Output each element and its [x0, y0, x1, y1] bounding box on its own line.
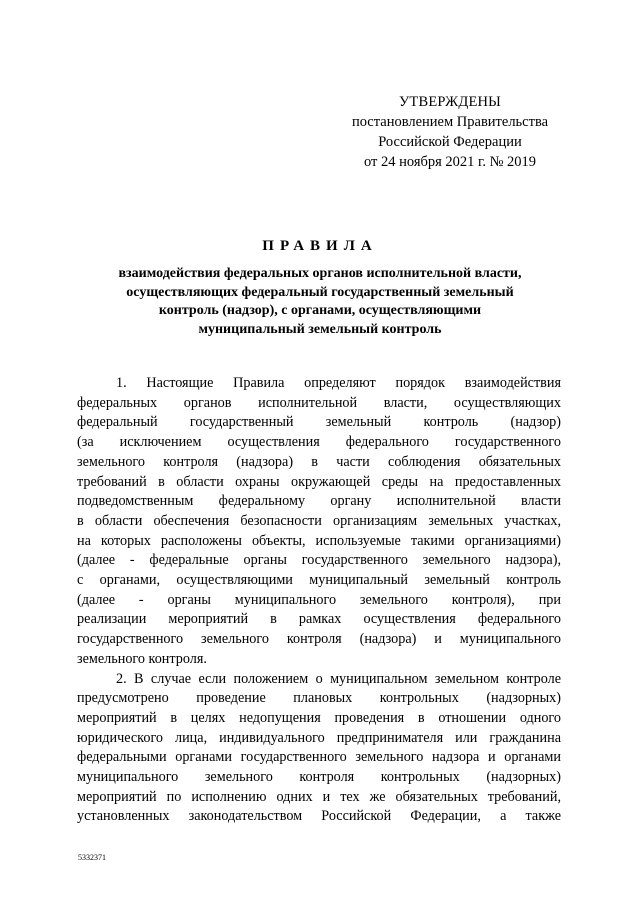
paragraph-line: государственного земельного контроля (надзора) и муниципального [77, 631, 561, 648]
approval-line: Российской Федерации [378, 134, 522, 150]
approval-line: постановлением Правительства [351, 114, 549, 130]
paragraph-2 [77, 670, 561, 828]
subtitle-line: осуществляющих федеральный государственный земельный [126, 284, 514, 300]
paragraph-line: 2. В случае если положением о муниципальном земельном контроле [116, 670, 561, 687]
paragraph-line: в области обеспечения безопасности организациям земельных участках, [77, 512, 561, 529]
document-title: ПРАВИЛА [262, 238, 378, 254]
paragraph-line: установленных законодательством Российской Федерации, а также [77, 808, 561, 825]
paragraph-line: федеральный государственный земельный контроль (надзор) [77, 414, 561, 431]
paragraph-line: юридического лица, индивидуального предпринимателя или гражданина [77, 729, 561, 746]
approval-block [300, 92, 600, 172]
subtitle-line: взаимодействия федеральных органов исполнительной власти, [118, 266, 522, 281]
paragraph-line: мероприятий в целях недопущения проведения в отношении одного [77, 709, 561, 726]
subtitle-line: муниципальный земельный контроль [198, 321, 442, 337]
paragraph-line: подведомственным федеральному органу исполнительной власти [77, 493, 561, 510]
paragraph-line: предусмотрено проведение плановых контрольных (надзорных) [77, 690, 561, 707]
paragraph-line: (далее - федеральные органы государственного земельного надзора), [77, 552, 561, 569]
paragraph-line: федеральных органов исполнительной власти, осуществляющих [77, 394, 561, 411]
document-body [77, 374, 561, 827]
approval-line: от 24 ноября 2021 г. № 2019 [363, 154, 537, 170]
paragraph-line: федеральными органами государственного земельного надзора и органами [77, 749, 561, 766]
paragraph-line: 1. Настоящие Правила определяют порядок взаимодействия [116, 375, 561, 391]
paragraph-line: с органами, осуществляющими муниципальный земельный контроль [77, 572, 561, 589]
paragraph-line: муниципального земельного контроля контрольных (надзорных) [77, 769, 561, 786]
paragraph-line: мероприятий по исполнению одних и тех же обязательных требований, [77, 788, 561, 805]
subtitle-line: контроль (надзор), с органами, осуществляющими [158, 303, 482, 318]
paragraph-line: (далее - органы муниципального земельного контроля), при [77, 591, 561, 608]
document-subtitle [70, 265, 570, 339]
footer-code: 5332371 [78, 853, 106, 862]
approval-heading: УТВЕРЖДЕНЫ [398, 94, 502, 110]
paragraph-line: требований в области охраны окружающей среды на предоставленных [77, 473, 561, 490]
paragraph-line: земельного контроля. [77, 650, 207, 667]
paragraph-1 [77, 374, 561, 670]
paragraph-line: на которых расположены объекты, используемые такими организациями) [77, 532, 561, 549]
paragraph-line: земельного контроля (надзора) в части соблюдения обязательных [77, 453, 561, 470]
paragraph-line: реализации мероприятий в рамках осуществления федерального [77, 611, 561, 628]
paragraph-line: (за исключением осуществления федерального государственного [77, 434, 561, 451]
